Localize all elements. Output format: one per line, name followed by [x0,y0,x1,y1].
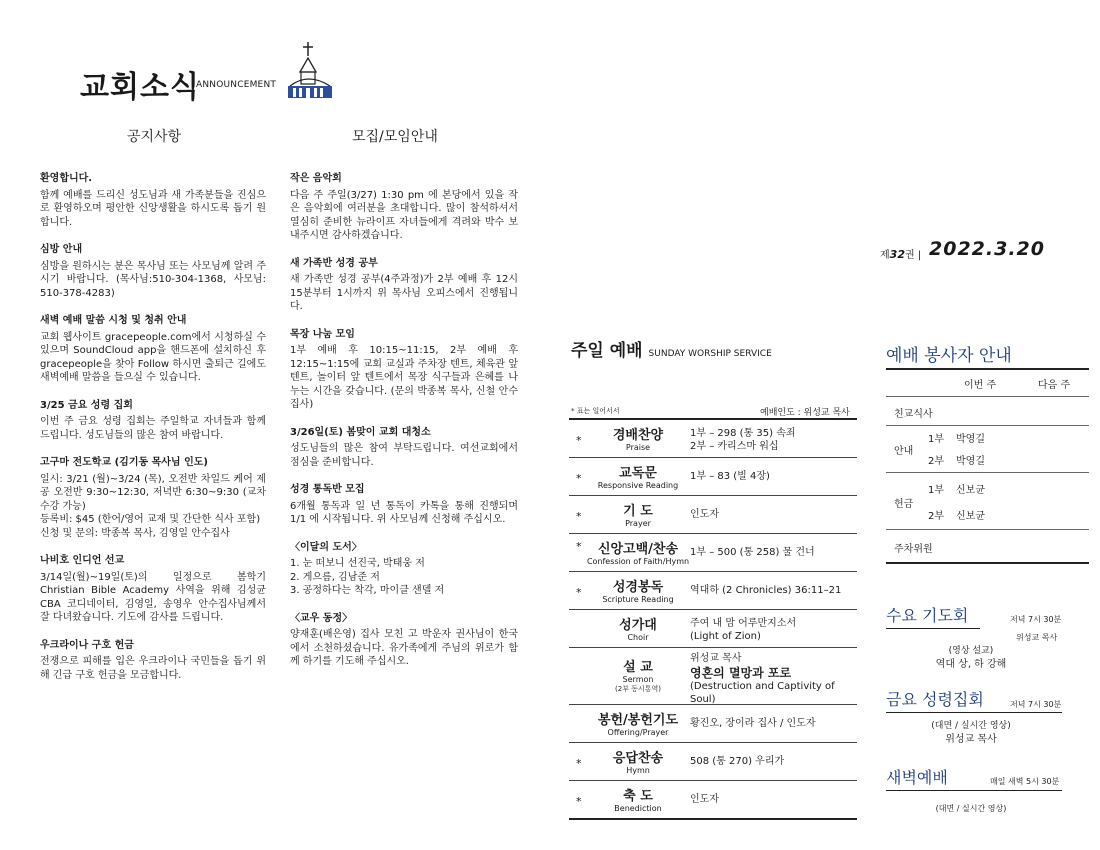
volunteers-title: 예배 봉사자 안내 [886,346,1012,366]
recruit-item: 성경 통독반 모집 6개월 통독과 일 년 통독이 카톡을 통해 진행되며 1/1 에 시작됩니다. 위 사모님께 신청해 주십시오. [290,484,518,525]
volume-label: 제32권 | [880,248,922,261]
recruit-item: 새 가족반 성경 공부 새 가족반 성경 공부(4주과정)가 2부 예배 후 12시 15분부터 1시까지 위 목사님 오피스에서 진행됩니다. [290,257,518,312]
notice-item: 우크라이나 구호 헌금 전쟁으로 피해를 입은 우크라이나 국민들을 돕기 위해 긴급 구호 헌금을 모금합니다. [40,639,266,681]
recruit-heading: 모집/모임안내 [352,129,438,145]
recruit-item: 3/26일(토) 봄맞이 교회 대청소 성도님들의 많은 참여 부탁드립니다. 여선교회에서 점심을 준비합니다. [290,426,518,468]
notice-item: 3/25 금요 성령 집회 이번 주 금요 성령 집회는 주일학교 자녀들과 함께 드립니다. 성도님들의 많은 참여 바랍니다. [40,399,266,441]
notice-item: 새벽 예배 말씀 시청 및 청취 안내 교회 웹사이트 gracepeople.com에서 시청하실 수 있으며 SoundCloud app을 핸드폰에 설치하신 후 gracepeople을 찾아 Follow 하시면 출퇴근 길에도 새벽예배 말씀을 들으실 수 있습니다. [40,315,266,383]
dawn-note: (대면 / 실시간 영상) [935,804,1007,813]
wednesday-section: 수요 기도회 저녁 7시 30분 [886,603,1062,627]
order-row: * 신앙고백/찬송 Confession of Faith/Hymn 1부 – 500 (통 258) 물 건너 [569,534,857,572]
worship-leader: 예배인도 : 위성교 목사 [760,408,850,418]
order-row: * 기 도 Prayer 인도자 [569,496,857,534]
order-row: * 성경봉독 Scripture Reading 역대하 (2 Chronicles) 36:11–21 [569,572,857,610]
notice-item: 심방 안내 심방을 원하시는 분은 목사님 또는 사모님께 알려 주시기 바랍니다. (목사님:510-304-1368, 사모님: 510-378-4283) [40,244,266,299]
order-row: * 교독문 Responsive Reading 1부 – 83 (빌 4장) [569,458,857,496]
recruit-item: 목장 나눔 모임 1부 예배 후 10:15~11:15, 2부 예배 후 12:15~1:15에 교회 교실과 주차장 텐트, 체육관 앞 텐트, 놀이터 앞 텐트에서 목장 식구들과 은혜를 나누는 시간을 갖습니다. (문의 박종복 목사, 신철 안수집사) [290,328,518,410]
page-title: 교회소식 [80,70,200,105]
recruit-item: 〈교우 동정〉 양재훈(배은영) 집사 모친 고 박운자 권사님이 한국에서 소천하셨습니다. 유가족에게 주님의 위로가 함께 하기를 기도해 주십시오. [290,612,518,667]
church-icon [286,42,334,100]
wednesday-leader: 위성교 목사 [1016,633,1058,642]
wednesday-info: (영상 설교) 역대 상, 하 강해 [935,646,1007,670]
friday-section: 금요 성령집회 저녁 7시 30분 [886,690,1062,709]
order-row: * 축 도 Benediction 인도자 [569,781,857,820]
order-row: 봉헌/봉헌기도 Offering/Prayer 황진오, 장이라 집사 / 인도자 [569,705,857,743]
standing-note: * 표는 일어서서 [571,407,620,415]
friday-info: (대면 / 실시간 영상) 위성교 목사 [931,721,1011,745]
recruit-item: 작은 음악회 다음 주 주일(3/27) 1:30 pm 에 본당에서 있을 작은 음악회에 여러분을 초대합니다. 많이 참석하셔서 열심히 준비한 뉴라이프 자녀들에게 격려와 박수 보내주시면 감사하겠습니다. [290,173,518,241]
notice-item: 나비호 인디언 선교 3/14일(월)~19일(토)의 일정으로 봄학기 Christian Bible Academy 사역을 위해 김성균 CBA 코디네이터, 김영일, 송영우 안수집사님께서 잘 다녀왔습니다. 기도에 감사를 드립니다. [40,555,266,623]
recruit-item: 〈이달의 도서〉 1. 눈 떠보니 선진국, 박태웅 저 2. 게으름, 김남준 저 3. 공정하다는 착각, 마이클 샌델 저 [290,541,445,596]
worship-order [569,418,857,820]
order-row: * 응답찬송 Hymn 508 (통 270) 우리가 [569,743,857,781]
order-row: 설 교 Sermon (2부 동시통역) 위성교 목사 영혼의 멸망과 포로 (Destruction and Captivity of Soul) [569,648,857,705]
order-row: * 경배찬양 Praise 1부 – 298 (통 35) 속죄 2부 – 카리스마 워십 [569,418,857,458]
sunday-worship-title: 주일 예배 SUNDAY WORSHIP SERVICE [571,341,772,361]
volunteers-table: 이번 주 다음 주 친교식사 안내 1부 박영길 2부 박영길 헌금 1부 신보균 2부 신보균 주차위원 [886,368,1089,564]
dawn-section: 새벽예배 매일 새벽 5시 30분 [886,765,1062,789]
order-row: 성가대 Choir 주여 내 맘 어루만지소서 (Light of Zion) [569,610,857,648]
bulletin-date: 2022.3.20 [929,238,1045,260]
page-subtitle: ANNOUNCEMENT [196,80,277,90]
notices-column [40,172,266,696]
recruit-column [290,172,518,683]
notice-item: 환영합니다. 함께 예배를 드리신 성도님과 새 가족분들을 진심으로 환영하오며 평안한 신앙생활을 하시도록 돕기 원합니다. [40,173,266,228]
notice-item: 고구마 전도학교 (김기동 목사님 인도) 일시: 3/21 (월)~3/24 (목), 오전반 차일드 케어 제공 오전반 9:30~12:30, 저녁반 6:30~9:30 (교차 수강 가능) 등록비: $45 (한어/영어 교재 및 간단한 식사 포함) 신청 및 문의: 박종복 목사, 김영일 안수집사 [40,457,266,539]
notices-heading: 공지사항 [127,129,182,145]
